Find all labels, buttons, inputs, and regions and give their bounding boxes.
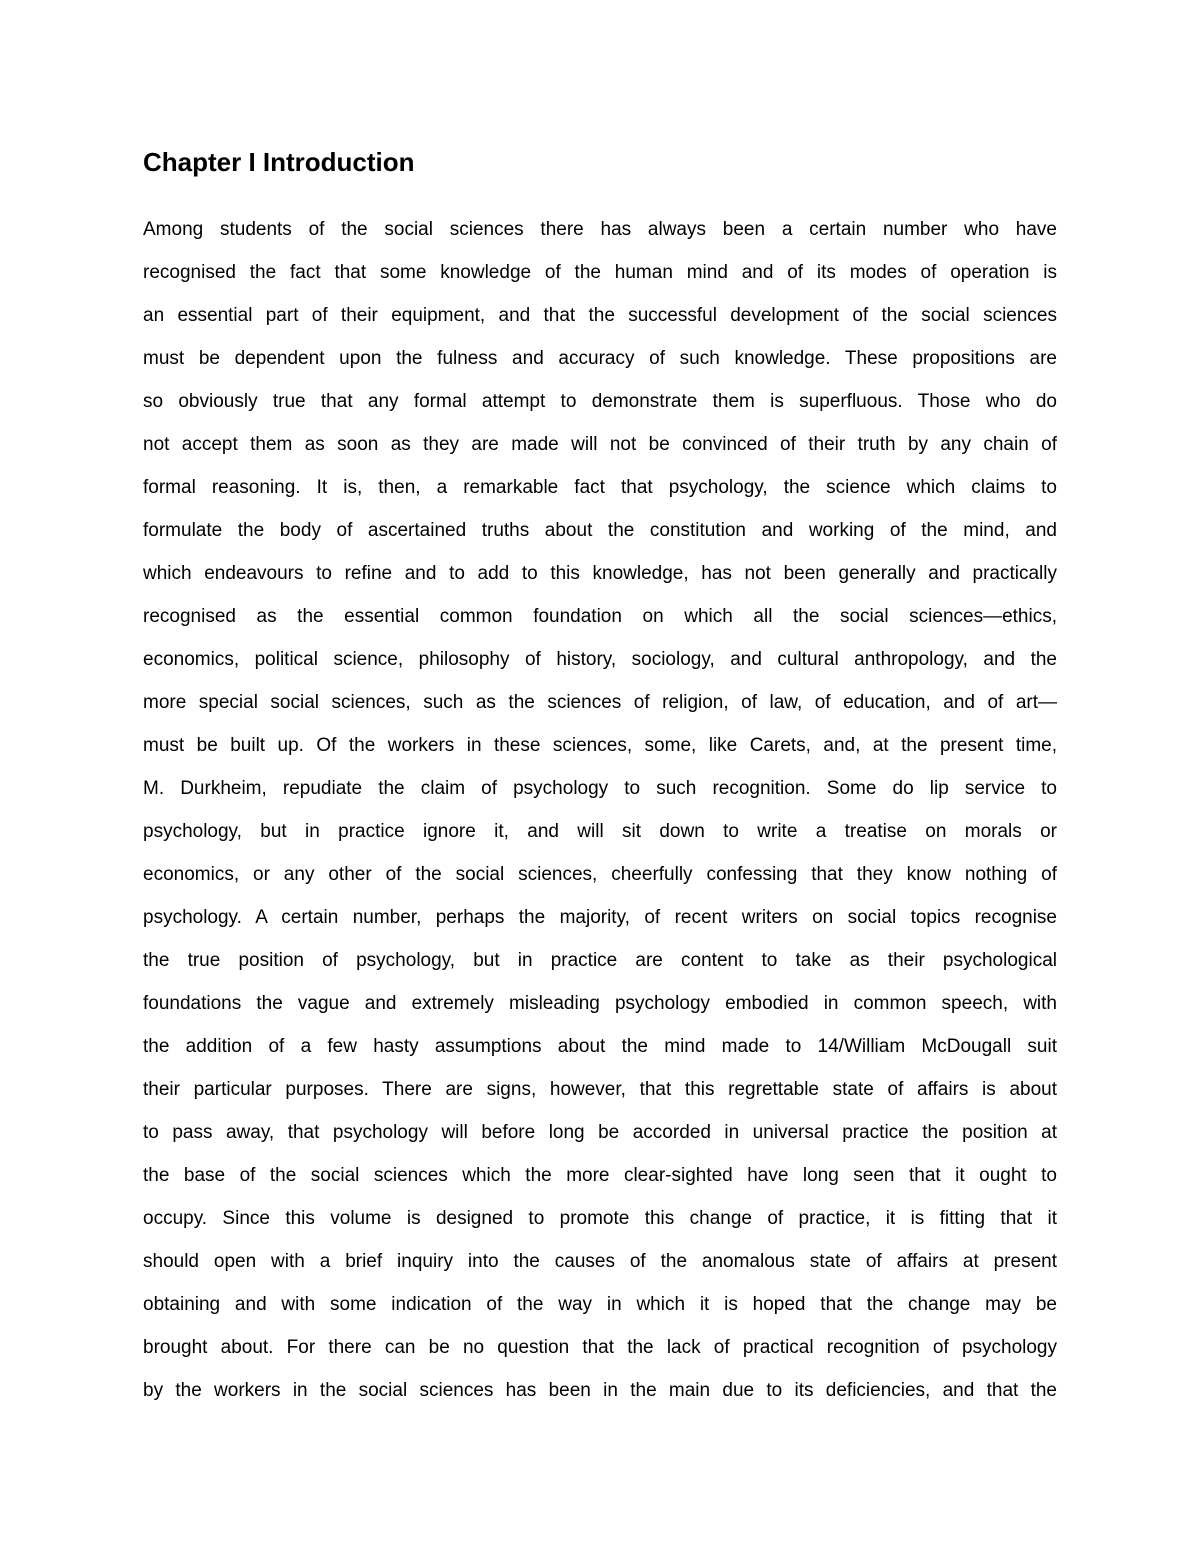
text-line: to pass away, that psychology will before long be accorded in universal practice the position at	[143, 1122, 1057, 1143]
text-line: economics, or any other of the social sciences, cheerfully confessing that they know nothing of	[143, 864, 1057, 885]
text-line: formulate the body of ascertained truths about the constitution and working of the mind, and	[143, 520, 1057, 541]
text-line: an essential part of their equipment, and that the successful development of the social sciences	[143, 305, 1057, 326]
text-line: economics, political science, philosophy of history, sociology, and cultural anthropology, and the	[143, 649, 1057, 670]
text-line: recognised as the essential common foundation on which all the social sciences—ethics,	[143, 606, 1057, 627]
text-line: psychology, but in practice ignore it, and will sit down to write a treatise on morals or	[143, 821, 1057, 842]
text-line: more special social sciences, such as the sciences of religion, of law, of education, and of art—	[143, 692, 1057, 713]
body-paragraph	[143, 208, 1057, 1412]
text-line: Among students of the social sciences there has always been a certain number who have	[143, 219, 1057, 240]
text-line: so obviously true that any formal attempt to demonstrate them is superfluous. Those who do	[143, 391, 1057, 412]
text-line: must be dependent upon the fulness and accuracy of such knowledge. These propositions are	[143, 348, 1057, 369]
text-line: which endeavours to refine and to add to this knowledge, has not been generally and practically	[143, 563, 1057, 584]
text-line: M. Durkheim, repudiate the claim of psychology to such recognition. Some do lip service to	[143, 778, 1057, 799]
text-line: formal reasoning. It is, then, a remarkable fact that psychology, the science which claims to	[143, 477, 1057, 498]
text-line: psychology. A certain number, perhaps the majority, of recent writers on social topics recognise	[143, 907, 1057, 928]
text-line: obtaining and with some indication of the way in which it is hoped that the change may be	[143, 1294, 1057, 1315]
text-line: must be built up. Of the workers in these sciences, some, like Carets, and, at the present time,	[143, 735, 1057, 756]
text-line: foundations the vague and extremely misleading psychology embodied in common speech, with	[143, 993, 1057, 1014]
text-line: the addition of a few hasty assumptions about the mind made to 14/William McDougall suit	[143, 1036, 1057, 1057]
text-line: not accept them as soon as they are made will not be convinced of their truth by any chain of	[143, 434, 1057, 455]
chapter-title: Chapter I Introduction	[143, 147, 415, 177]
text-line: the base of the social sciences which the more clear-sighted have long seen that it ought to	[143, 1165, 1057, 1186]
text-line: should open with a brief inquiry into the causes of the anomalous state of affairs at present	[143, 1251, 1057, 1272]
text-line: their particular purposes. There are signs, however, that this regrettable state of affairs is about	[143, 1079, 1057, 1100]
text-line: occupy. Since this volume is designed to promote this change of practice, it is fitting that it	[143, 1208, 1057, 1229]
text-line: recognised the fact that some knowledge of the human mind and of its modes of operation is	[143, 262, 1057, 283]
text-line: brought about. For there can be no question that the lack of practical recognition of psychology	[143, 1337, 1057, 1358]
text-line: the true position of psychology, but in practice are content to take as their psychological	[143, 950, 1057, 971]
text-line: by the workers in the social sciences has been in the main due to its deficiencies, and that the	[143, 1380, 1057, 1401]
